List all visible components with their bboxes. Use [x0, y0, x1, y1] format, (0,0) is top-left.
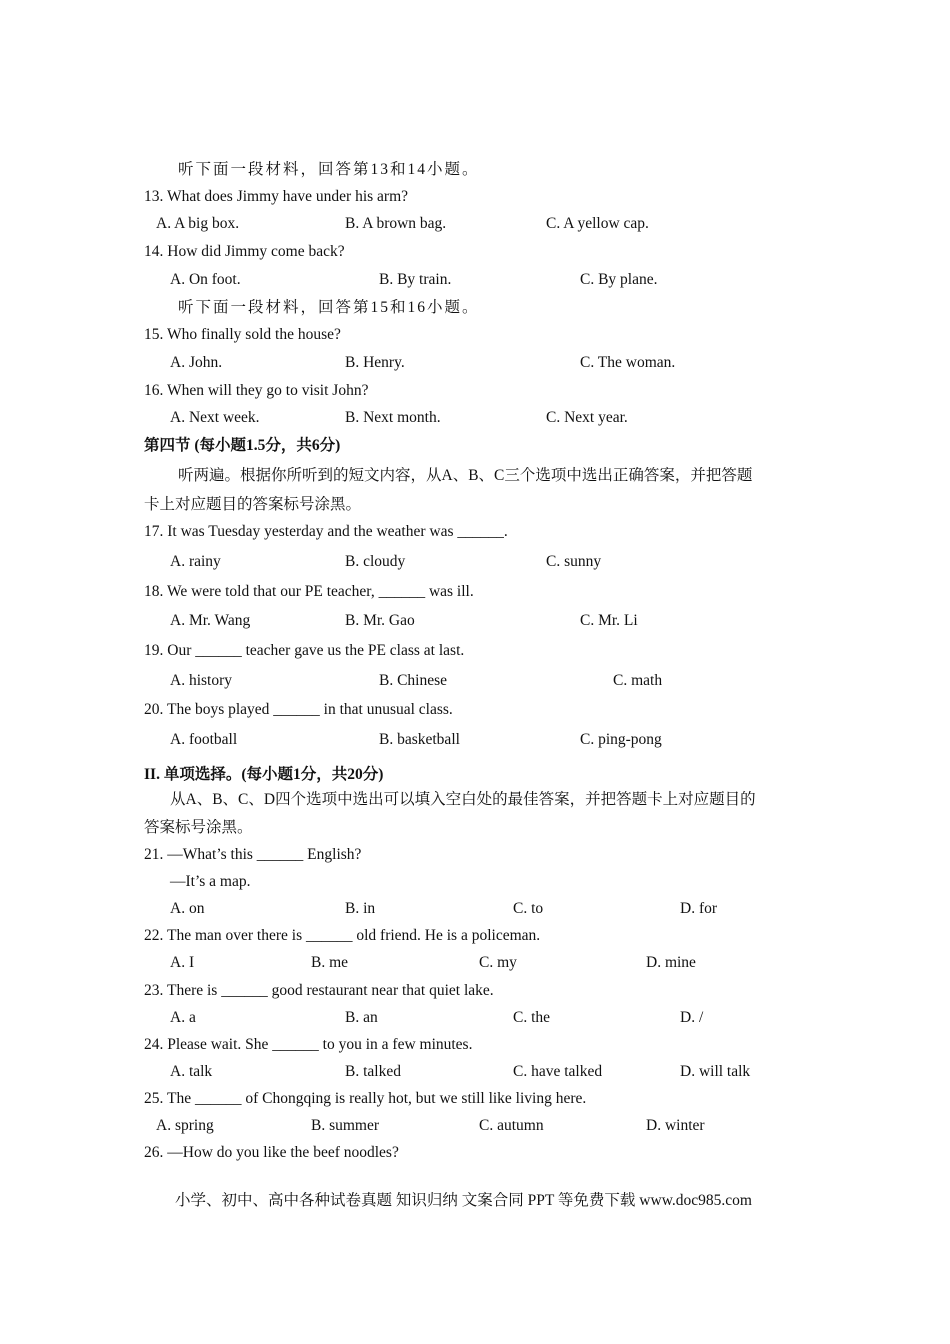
- question-21-option-a: A. on: [170, 900, 205, 917]
- question-25-option-b: B. summer: [311, 1117, 380, 1134]
- part-2-instruction-line-1: 从A、B、C、D四个选项中选出可以填入空白处的最佳答案，并把答题卡上对应题目的: [170, 791, 756, 808]
- question-23-option-a: A. a: [170, 1009, 196, 1026]
- question-21-response: —It’s a map.: [170, 873, 251, 890]
- question-25-option-c: C. autumn: [479, 1117, 544, 1134]
- question-19-option-a: A. history: [170, 672, 232, 689]
- question-25-stem: 25. The ______ of Chongqing is really hot, but we still like living here.: [144, 1090, 587, 1107]
- question-17-option-a: A. rainy: [170, 553, 221, 570]
- question-24-option-b: B. talked: [345, 1063, 401, 1080]
- question-17-option-b: B. cloudy: [345, 553, 406, 570]
- part-2-heading: II. 单项选择。(每小题1分，共20分): [144, 766, 384, 783]
- question-17-option-c: C. sunny: [546, 553, 602, 570]
- question-14-option-c: C. By plane.: [580, 271, 658, 288]
- question-24-stem: 24. Please wait. She ______ to you in a few minutes.: [144, 1036, 473, 1053]
- question-18-option-c: C. Mr. Li: [580, 612, 638, 629]
- question-18-stem: 18. We were told that our PE teacher, ______ was ill.: [144, 583, 474, 600]
- question-25-option-d: D. winter: [646, 1117, 705, 1134]
- question-19-stem: 19. Our ______ teacher gave us the PE class at last.: [144, 642, 465, 659]
- question-26-stem: 26. —How do you like the beef noodles?: [144, 1144, 399, 1161]
- question-15-option-b: B. Henry.: [345, 354, 405, 371]
- question-23-option-d: D. /: [680, 1009, 704, 1026]
- question-20-option-b: B. basketball: [379, 731, 460, 748]
- question-13-stem: 13. What does Jimmy have under his arm?: [144, 188, 409, 205]
- question-16-option-a: A. Next week.: [170, 409, 260, 426]
- question-20-stem: 20. The boys played ______ in that unusual class.: [144, 701, 453, 718]
- question-14-stem: 14. How did Jimmy come back?: [144, 243, 345, 260]
- part-2-instruction-line-2: 答案标号涂黑。: [144, 819, 253, 836]
- question-15-option-c: C. The woman.: [580, 354, 676, 371]
- question-23-stem: 23. There is ______ good restaurant near that quiet lake.: [144, 982, 494, 999]
- question-14-option-a: A. On foot.: [170, 271, 241, 288]
- question-21-option-d: D. for: [680, 900, 718, 917]
- question-20-option-a: A. football: [170, 731, 238, 748]
- question-22-option-c: C. my: [479, 954, 517, 971]
- question-22-stem: 22. The man over there is ______ old friend. He is a policeman.: [144, 927, 541, 944]
- question-21-stem: 21. —What’s this ______ English?: [144, 846, 362, 863]
- instruction-13-14: 听下面一段材料，回答第13和14小题。: [178, 161, 480, 178]
- question-21-option-c: C. to: [513, 900, 544, 917]
- question-25-option-a: A. spring: [156, 1117, 214, 1134]
- question-22-option-a: A. I: [170, 954, 195, 971]
- question-16-stem: 16. When will they go to visit John?: [144, 382, 369, 399]
- instruction-15-16: 听下面一段材料，回答第15和16小题。: [178, 299, 480, 316]
- question-19-option-c: C. math: [613, 672, 663, 689]
- question-14-option-b: B. By train.: [379, 271, 452, 288]
- question-23-option-b: B. an: [345, 1009, 378, 1026]
- question-15-option-a: A. John.: [170, 354, 223, 371]
- section-4-instruction-line-1: 听两遍。根据你所听到的短文内容，从A、B、C三个选项中选出正确答案，并把答题: [178, 467, 753, 484]
- question-16-option-c: C. Next year.: [546, 409, 628, 426]
- question-22-option-b: B. me: [311, 954, 349, 971]
- question-24-option-a: A. talk: [170, 1063, 213, 1080]
- question-18-option-b: B. Mr. Gao: [345, 612, 415, 629]
- question-16-option-b: B. Next month.: [345, 409, 441, 426]
- question-15-stem: 15. Who finally sold the house?: [144, 326, 341, 343]
- question-23-option-c: C. the: [513, 1009, 551, 1026]
- question-19-option-b: B. Chinese: [379, 672, 448, 689]
- question-13-option-c: C. A yellow cap.: [546, 215, 649, 232]
- question-18-option-a: A. Mr. Wang: [170, 612, 251, 629]
- question-13-option-a: A. A big box.: [156, 215, 240, 232]
- section-4-instruction-line-2: 卡上对应题目的答案标号涂黑。: [144, 496, 362, 513]
- question-20-option-c: C. ping-pong: [580, 731, 662, 748]
- question-24-option-c: C. have talked: [513, 1063, 603, 1080]
- question-22-option-d: D. mine: [646, 954, 696, 971]
- question-24-option-d: D. will talk: [680, 1063, 751, 1080]
- question-21-option-b: B. in: [345, 900, 376, 917]
- question-13-option-b: B. A brown bag.: [345, 215, 447, 232]
- section-4-heading: 第四节 (每小题1.5分，共6分): [144, 437, 341, 454]
- question-17-stem: 17. It was Tuesday yesterday and the weather was ______.: [144, 523, 508, 540]
- page-footer: 小学、初中、高中各种试卷真题 知识归纳 文案合同 PPT 等免费下载 www.doc985.com: [175, 1192, 752, 1209]
